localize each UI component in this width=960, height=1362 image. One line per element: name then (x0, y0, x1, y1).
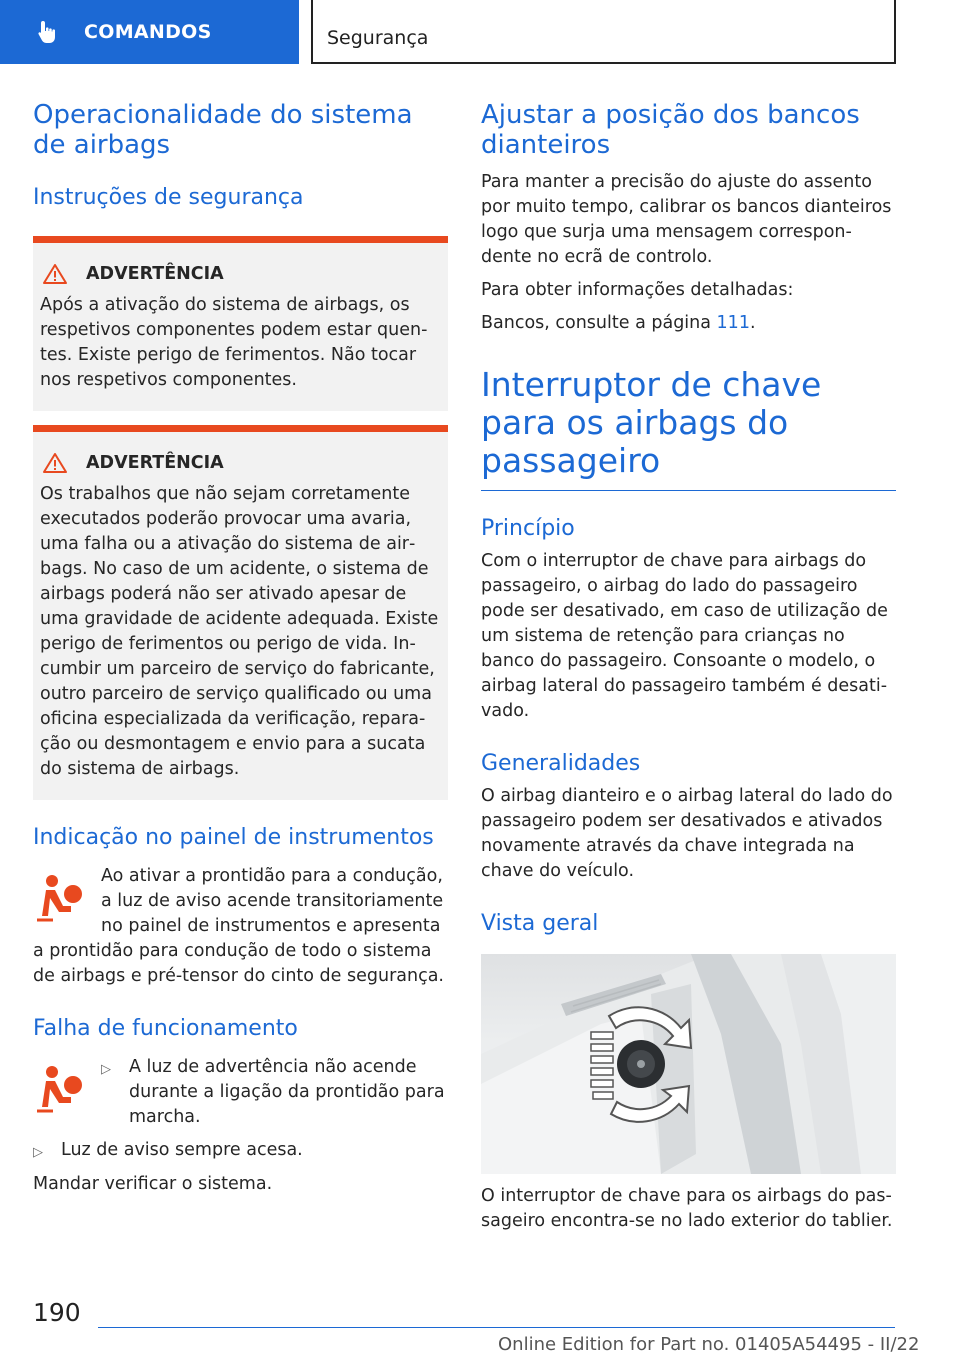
principle-title: Princípio (481, 516, 575, 541)
overview-caption: O interruptor de chave para os airbags do passageiro encontra-se no lado exterior do tablier. (481, 1186, 893, 1231)
dashboard-illustration (481, 954, 896, 1174)
warning-box-1 (33, 236, 448, 411)
warning-2-title: ADVERTÊNCIA (86, 453, 224, 473)
warning-box-2 (33, 425, 448, 800)
warning-1-title: ADVERTÊNCIA (86, 264, 224, 284)
general-title: Generalidades (481, 751, 641, 776)
instrument-panel-title: Indicação no painel de instrumentos (33, 825, 434, 850)
instrument-panel-text: Ao ativar a prontidão para a condução, a luz de aviso acende transitoriamente no painel de instrumentos e apresenta a prontidão para condução de todo o sistema de airbags e pré-tensor do cinto de segurança. (33, 866, 444, 986)
principle-text: Com o interruptor de chave para airbags do passageiro, o airbag do lado do passageiro pode ser desativado, em caso de utilização de um sistema de retenção para crianças no banco do passageiro. Consoante o modelo, o airbag lateral do passageiro também é desativado. (481, 551, 888, 721)
safety-instructions-title: Instruções de segurança (33, 185, 304, 210)
footer-edition: Online Edition for Part no. 01405A54495 - II/22 (498, 1334, 920, 1355)
airbag-warning-light-icon (33, 868, 89, 924)
seat-adjust-text: Para manter a precisão do ajuste do assento por muito tempo, calibrar os bancos dianteiros logo que surja uma mensagem correspondente no ecrã de controlo. (481, 172, 892, 267)
right-column (481, 100, 896, 1234)
key-switch-photo (481, 954, 896, 1174)
footer-divider (98, 1327, 895, 1328)
chapter-label: Segurança (327, 27, 429, 49)
page-number: 190 (33, 1298, 81, 1327)
airbag-system-title: Operacionalidade do sistema de airbags (33, 100, 413, 160)
page-link-111[interactable]: 111 (716, 313, 750, 333)
bullet-triangle-icon: ▷ (101, 1062, 111, 1077)
section-divider (481, 490, 896, 491)
general-text: O airbag dianteiro e o airbag lateral do lado do passageiro podem ser desativados e ativados novamente através da chave integrada na chave do veículo. (481, 786, 893, 881)
warning-triangle-icon (42, 452, 68, 474)
seat-adjust-title: Ajustar a posição dos bancos dianteiros (481, 100, 860, 160)
malfunction-footer: Mandar verificar o sistema. (33, 1174, 273, 1194)
airbag-warning-light-icon (33, 1059, 89, 1115)
left-column (33, 100, 448, 1197)
warning-2-text: Os trabalhos que não sejam corretamente executados poderão provocar uma avaria, uma falha ou a ativação do sistema de airbags. No caso de um acidente, o sistema de airbags poderá não ser ativado apesar de uma gravidade de acidente adequada. Existe perigo de ferimentos ou perigo de vida. Incumbir um parceiro de serviço do fabricante, outro parceiro de serviço qualificado ou uma oficina especializada da verificação, reparação ou desmontagem e envio para a sucata do sistema de airbags. (40, 484, 439, 779)
bullet-triangle-icon: ▷ (33, 1145, 43, 1160)
section-label: COMANDOS (84, 21, 212, 43)
key-switch-title: Interruptor de chave para os airbags do passageiro (481, 365, 822, 480)
warning-1-text: Após a ativação do sistema de airbags, os respetivos componentes podem estar quentes. Existe perigo de ferimentos. Não tocar nos respetivos componentes. (40, 295, 428, 390)
malfunction-title: Falha de funcionamento (33, 1016, 298, 1041)
warning-triangle-icon (42, 263, 68, 285)
malfunction-bullet-1: ▷ A luz de advertência não acende durante a ligação da prontidão para marcha. (101, 1055, 448, 1130)
overview-title: Vista geral (481, 911, 599, 936)
section-tab (0, 0, 299, 64)
seat-more-info: Para obter informações detalhadas: (481, 280, 794, 300)
malfunction-bullet-2: ▷ Luz de aviso sempre acesa. (33, 1138, 448, 1165)
chapter-box (311, 0, 896, 64)
hand-pointer-icon (36, 19, 62, 45)
seat-reference: Bancos, consulte a página 111. (481, 313, 756, 333)
